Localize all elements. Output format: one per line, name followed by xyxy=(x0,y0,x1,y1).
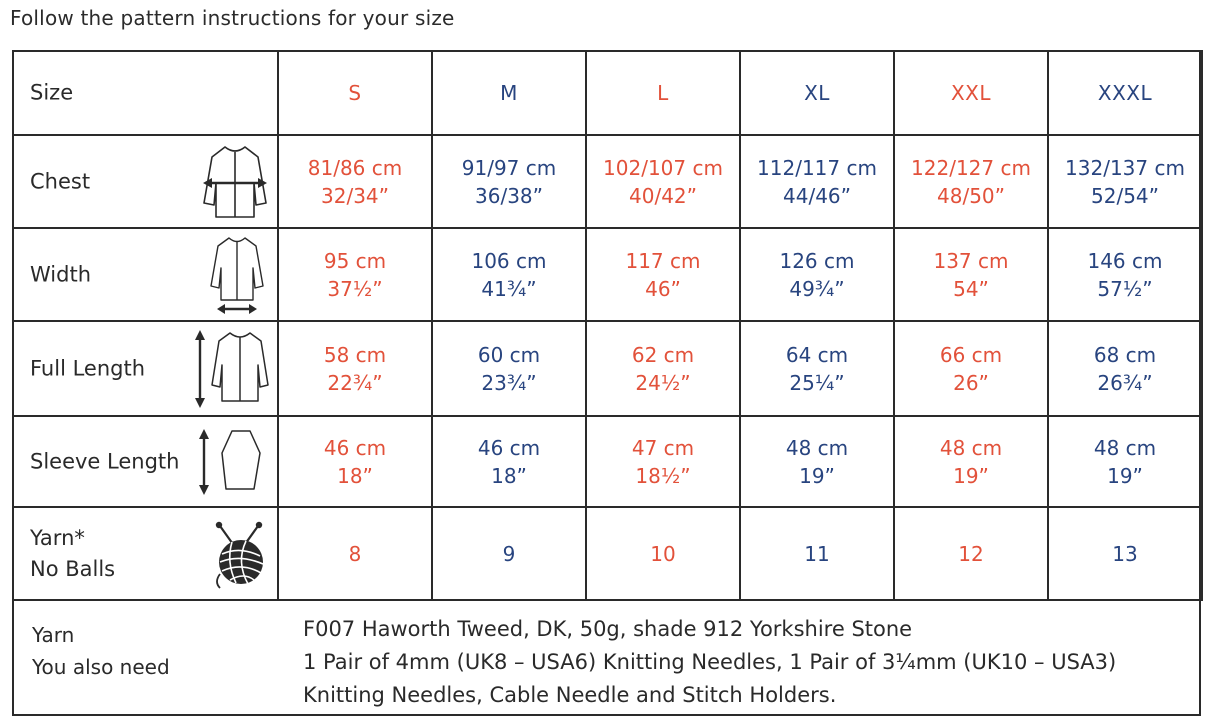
width-xxxl-cm: 146 cm xyxy=(1087,248,1163,273)
chest-xl-in: 44/46” xyxy=(783,183,851,208)
size-xxl: XXL xyxy=(894,51,1048,135)
width-label: Width xyxy=(30,262,92,286)
needles-line: 1 Pair of 4mm (UK8 – USA6) Knitting Needles, 1 Pair of 3¼mm (UK10 – USA3) xyxy=(303,650,1117,674)
sleeve-length-label: Sleeve Length xyxy=(30,449,180,473)
size-l: L xyxy=(586,51,740,135)
yarn-balls-xxl: 12 xyxy=(894,507,1048,600)
full-length-xxl-cm: 66 cm xyxy=(939,342,1003,367)
footer-details xyxy=(303,613,1116,712)
intro-text: Follow the pattern instructions for your size xyxy=(10,6,455,30)
full-length-xl-in: 25¼” xyxy=(789,370,845,395)
width-xl-in: 49¾” xyxy=(789,276,845,301)
full-length-l-in: 24½” xyxy=(635,370,691,395)
chest-xxxl-cm: 132/137 cm xyxy=(1065,155,1185,180)
sleeve-length-xxl-in: 19” xyxy=(953,463,989,488)
chest-xxl-in: 48/50” xyxy=(937,183,1005,208)
sleeve-length-xl-cm: 48 cm xyxy=(785,435,849,460)
full-length-label: Full Length xyxy=(30,356,146,380)
footer-yarn-label: Yarn xyxy=(32,623,75,647)
full-length-m-in: 23¾” xyxy=(481,370,537,395)
sleeve-length-m-cm: 46 cm xyxy=(477,435,541,460)
size-s: S xyxy=(278,51,432,135)
size-label: Size xyxy=(30,80,74,105)
chest-m-cm: 91/97 cm xyxy=(461,155,557,180)
yarn-balls-l: 10 xyxy=(586,507,740,600)
size-m: M xyxy=(432,51,586,135)
full-length-m-cm: 60 cm xyxy=(477,342,541,367)
width-xxl-in: 54” xyxy=(953,276,989,301)
chest-s-cm: 81/86 cm xyxy=(307,155,403,180)
sleeve-length-l-in: 18½” xyxy=(635,463,691,488)
yarn-description: F007 Haworth Tweed, DK, 50g, shade 912 Yorkshire Stone xyxy=(303,617,913,641)
full-length-s-cm: 58 cm xyxy=(323,342,387,367)
sleeve-length-m-in: 18” xyxy=(491,463,527,488)
size-xl: XL xyxy=(740,51,894,135)
full-length-xl-cm: 64 cm xyxy=(785,342,849,367)
width-m-cm: 106 cm xyxy=(471,248,547,273)
chest-xl-cm: 112/117 cm xyxy=(757,155,877,180)
width-xxxl-in: 57½” xyxy=(1097,276,1153,301)
full-length-l-cm: 62 cm xyxy=(631,342,695,367)
size-xxxl: XXXL xyxy=(1048,51,1202,135)
yarn-balls-s: 8 xyxy=(278,507,432,600)
full-length-xxl-in: 26” xyxy=(953,370,989,395)
sleeve-length-l-cm: 47 cm xyxy=(631,435,695,460)
width-l-in: 46” xyxy=(645,276,681,301)
footer-you-also-need-label: You also need xyxy=(32,655,170,679)
chest-s-in: 32/34” xyxy=(321,183,389,208)
width-s-in: 37½” xyxy=(327,276,383,301)
width-xxl-cm: 137 cm xyxy=(933,248,1009,273)
sleeve-length-s-cm: 46 cm xyxy=(323,435,387,460)
sleeve-length-xxxl-cm: 48 cm xyxy=(1093,435,1157,460)
width-m-in: 41¾” xyxy=(481,276,537,301)
chest-m-in: 36/38” xyxy=(475,183,543,208)
chest-l-in: 40/42” xyxy=(629,183,697,208)
chest-l-cm: 102/107 cm xyxy=(603,155,723,180)
full-length-s-in: 22¾” xyxy=(327,370,383,395)
footer-labels xyxy=(32,619,170,683)
yarn-balls-xl: 11 xyxy=(740,507,894,600)
width-s-cm: 95 cm xyxy=(323,248,387,273)
chest-xxl-cm: 122/127 cm xyxy=(911,155,1031,180)
accessories-line: Knitting Needles, Cable Needle and Stitch Holders. xyxy=(303,683,837,707)
full-length-xxxl-cm: 68 cm xyxy=(1093,342,1157,367)
chest-xxxl-in: 52/54” xyxy=(1091,183,1159,208)
chest-label: Chest xyxy=(30,169,91,193)
yarn-label-line2: No Balls xyxy=(30,556,116,581)
yarn-label-line1: Yarn* xyxy=(30,525,85,550)
sleeve-length-xl-in: 19” xyxy=(799,463,835,488)
yarn-balls-m: 9 xyxy=(432,507,586,600)
sleeve-length-xxxl-in: 19” xyxy=(1107,463,1143,488)
sleeve-length-s-in: 18” xyxy=(337,463,373,488)
yarn-balls-xxxl: 13 xyxy=(1048,507,1202,600)
width-xl-cm: 126 cm xyxy=(779,248,855,273)
full-length-xxxl-in: 26¾” xyxy=(1097,370,1153,395)
width-l-cm: 117 cm xyxy=(625,248,701,273)
yarn-requirements xyxy=(12,601,1201,716)
sleeve-length-xxl-cm: 48 cm xyxy=(939,435,1003,460)
